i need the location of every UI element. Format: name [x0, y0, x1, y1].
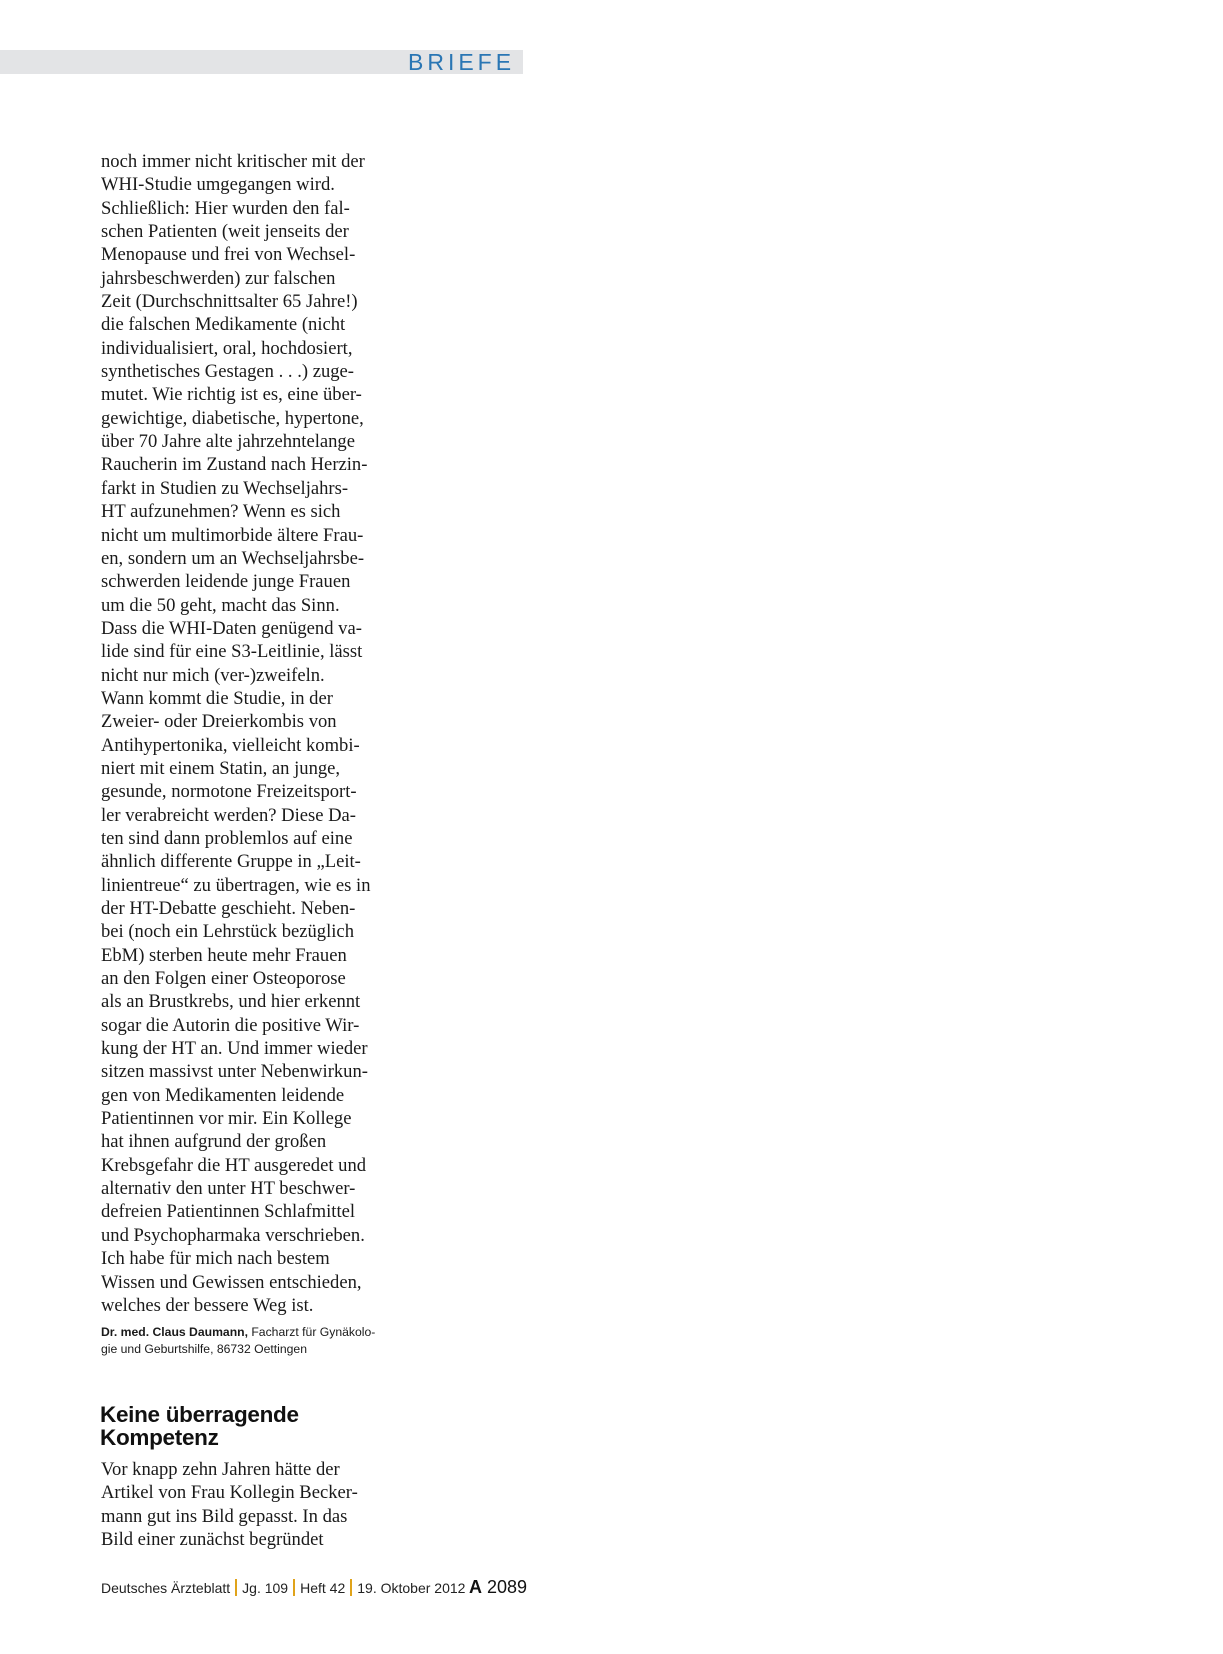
section-label: BRIEFE	[408, 49, 516, 75]
journal-date: 19. Oktober 2012	[357, 1580, 466, 1596]
text-line: Zweier- oder Dreierkombis von	[101, 711, 337, 733]
headline-line: Keine überragende	[100, 1402, 299, 1427]
journal-issue: Heft 42	[300, 1580, 346, 1596]
text-line: kung der HT an. Und immer wieder	[101, 1038, 368, 1060]
text-line: lide sind für eine S3-Leitlinie, lässt	[101, 641, 363, 663]
page-footer	[101, 1578, 465, 1598]
text-line: niert mit einem Statin, an junge,	[101, 757, 341, 779]
text-line: EbM) sterben heute mehr Frauen	[101, 944, 347, 966]
text-line: Krebsgefahr die HT ausgeredet und	[101, 1154, 367, 1176]
text-line: Bild einer zunächst begründet	[101, 1529, 324, 1551]
text-line: gen von Medikamenten leidende	[101, 1084, 345, 1106]
author-title: Facharzt für Gynäkolo-	[247, 1325, 376, 1339]
text-line: en, sondern um an Wechseljahrsbe-	[101, 547, 365, 569]
text-line: Zeit (Durchschnittsalter 65 Jahre!)	[101, 291, 358, 313]
headline-line: Kompetenz	[100, 1425, 219, 1450]
text-line: nicht nur mich (ver-)zweifeln.	[101, 664, 325, 686]
journal-name: Deutsches Ärzteblatt	[101, 1580, 231, 1596]
text-line: Wissen und Gewissen entschieden,	[101, 1271, 362, 1293]
text-line: der HT-Debatte geschieht. Neben-	[101, 898, 356, 919]
text-line: die falschen Medikamente (nicht	[101, 314, 346, 336]
text-line: Schließlich: Hier wurden den fal-	[101, 197, 350, 219]
text-line: mutet. Wie richtig ist es, eine über-	[101, 384, 362, 406]
text-line: individualisiert, oral, hochdosiert,	[101, 337, 353, 359]
text-line: sogar die Autorin die positive Wir-	[101, 1014, 360, 1036]
text-line: Menopause und frei von Wechsel-	[101, 244, 356, 266]
journal-volume: Jg. 109	[242, 1580, 289, 1596]
text-line: jahrsbeschwerden) zur falschen	[101, 267, 336, 289]
text-line: farkt in Studien zu Wechseljahrs-	[101, 477, 349, 499]
text-line: Patientinnen vor mir. Ein Kollege	[101, 1108, 352, 1130]
text-line: welches der bessere Weg ist.	[101, 1294, 314, 1316]
text-line: noch immer nicht kritischer mit der	[101, 151, 365, 172]
text-line: synthetisches Gestagen . . .) zuge-	[101, 361, 355, 383]
text-line: gewichtige, diabetische, hypertone,	[101, 407, 364, 429]
text-line: gesunde, normotone Freizeitsport-	[101, 781, 357, 803]
letter-body	[101, 150, 381, 1317]
text-line: Vor knapp zehn Jahren hätte der	[101, 1459, 340, 1480]
page-number	[469, 1575, 527, 1599]
text-line: als an Brustkrebs, und hier erkennt	[101, 991, 361, 1013]
signature-line-1	[101, 1324, 381, 1341]
text-line: schen Patienten (weit jenseits der	[101, 221, 349, 243]
text-line: um die 50 geht, macht das Sinn.	[101, 594, 340, 616]
text-line: an den Folgen einer Osteoporose	[101, 968, 346, 990]
text-line: nicht um multimorbide ältere Frau-	[101, 524, 364, 546]
footer-separator	[235, 1579, 237, 1596]
text-line: Wann kommt die Studie, in der	[101, 687, 333, 709]
footer-separator	[293, 1579, 295, 1596]
letter-body-2	[101, 1458, 381, 1551]
text-line: Dass die WHI-Daten genügend va-	[101, 617, 362, 639]
text-line: bei (noch ein Lehrstück bezüglich	[101, 921, 354, 943]
text-line: ten sind dann problemlos auf eine	[101, 827, 353, 849]
text-line: defreien Patientinnen Schlafmittel	[101, 1201, 356, 1223]
letter-headline	[100, 1403, 400, 1449]
page-number-value: 2089	[487, 1577, 528, 1597]
page-prefix: A	[469, 1577, 482, 1597]
text-line: ähnlich differente Gruppe in „Leit-	[101, 851, 361, 873]
text-line: hat ihnen aufgrund der großen	[101, 1131, 327, 1153]
text-line: Raucherin im Zustand nach Herzin-	[101, 454, 368, 476]
text-line: linientreue“ zu übertragen, wie es in	[101, 874, 371, 896]
text-line: HT aufzunehmen? Wenn es sich	[101, 501, 341, 523]
text-line: Artikel von Frau Kollegin Becker-	[101, 1482, 358, 1504]
text-line: ler verabreicht werden? Diese Da-	[101, 804, 357, 826]
author-name: Dr. med. Claus Daumann,	[101, 1325, 248, 1339]
text-line: WHI-Studie umgegangen wird.	[101, 174, 335, 196]
signature-line-2: gie und Geburtshilfe, 86732 Oettingen	[101, 1342, 307, 1356]
text-line: und Psychopharmaka verschrieben.	[101, 1224, 365, 1246]
text-line: sitzen massivst unter Nebenwirkun-	[101, 1061, 368, 1083]
text-line: über 70 Jahre alte jahrzehntelange	[101, 431, 355, 453]
text-line: Antihypertonika, vielleicht kombi-	[101, 734, 360, 756]
letter-signature	[101, 1324, 381, 1358]
text-line: mann gut ins Bild gepasst. In das	[101, 1505, 348, 1527]
text-line: Ich habe für mich nach bestem	[101, 1248, 330, 1270]
text-line: schwerden leidende junge Frauen	[101, 571, 351, 593]
text-line: alternativ den unter HT beschwer-	[101, 1178, 356, 1200]
footer-separator	[350, 1579, 352, 1596]
